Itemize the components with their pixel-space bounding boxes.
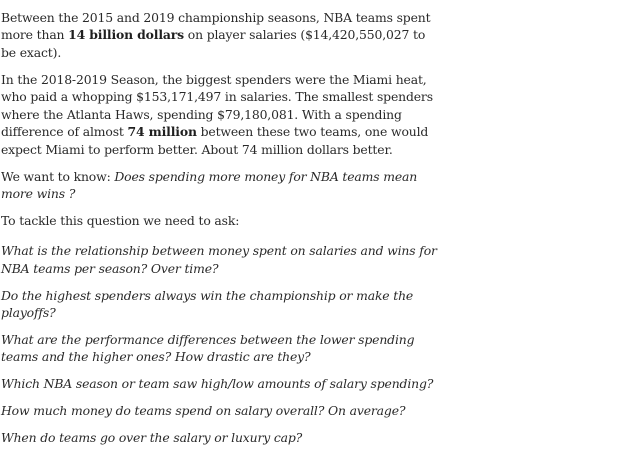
paragraph-tackle-intro: To tackle this question we need to ask: bbox=[1, 213, 240, 229]
question-item: How much money do teams spend on salary overall? On average? bbox=[1, 403, 406, 419]
main-question: Does spending more money for NBA teams mean more wins ? bbox=[1, 168, 418, 202]
text: on player salaries ($14,420,550,027 to be exact). bbox=[1, 27, 426, 60]
paragraph-spending-total bbox=[1, 9, 437, 61]
paragraph-main-question bbox=[1, 168, 437, 203]
question-item: Do the highest spenders always win the championship or make the playoffs? bbox=[1, 287, 414, 321]
paragraph-2018-2019-season bbox=[1, 71, 437, 158]
question-item: Which NBA season or team saw high/low amounts of salary spending? bbox=[1, 376, 434, 392]
article-body bbox=[1, 9, 437, 456]
text: between these two teams, one would expect Miami to perform better. About 74 million dollars better. bbox=[1, 124, 429, 157]
text: We want to know: bbox=[1, 168, 115, 184]
highlight-14-billion: 14 billion dollars bbox=[68, 27, 184, 43]
highlight-74-million: 74 million bbox=[127, 124, 197, 140]
text: Between the 2015 and 2019 championship seasons, NBA teams spent more than bbox=[1, 10, 431, 43]
question-item: What is the relationship between money spent on salaries and wins for NBA teams per season? Over time? bbox=[1, 243, 437, 276]
text: In the 2018-2019 Season, the biggest spenders were the Miami heat, who paid a whopping $153,171,497 in salaries. The smallest spenders where the Atlanta Haws, spending $79,180,081. With a spending difference of almost bbox=[1, 72, 433, 140]
question-item: When do teams go over the salary or luxury cap? bbox=[1, 430, 303, 446]
question-item: What are the performance differences between the lower spending teams and the higher ones? How drastic are they? bbox=[1, 331, 415, 365]
